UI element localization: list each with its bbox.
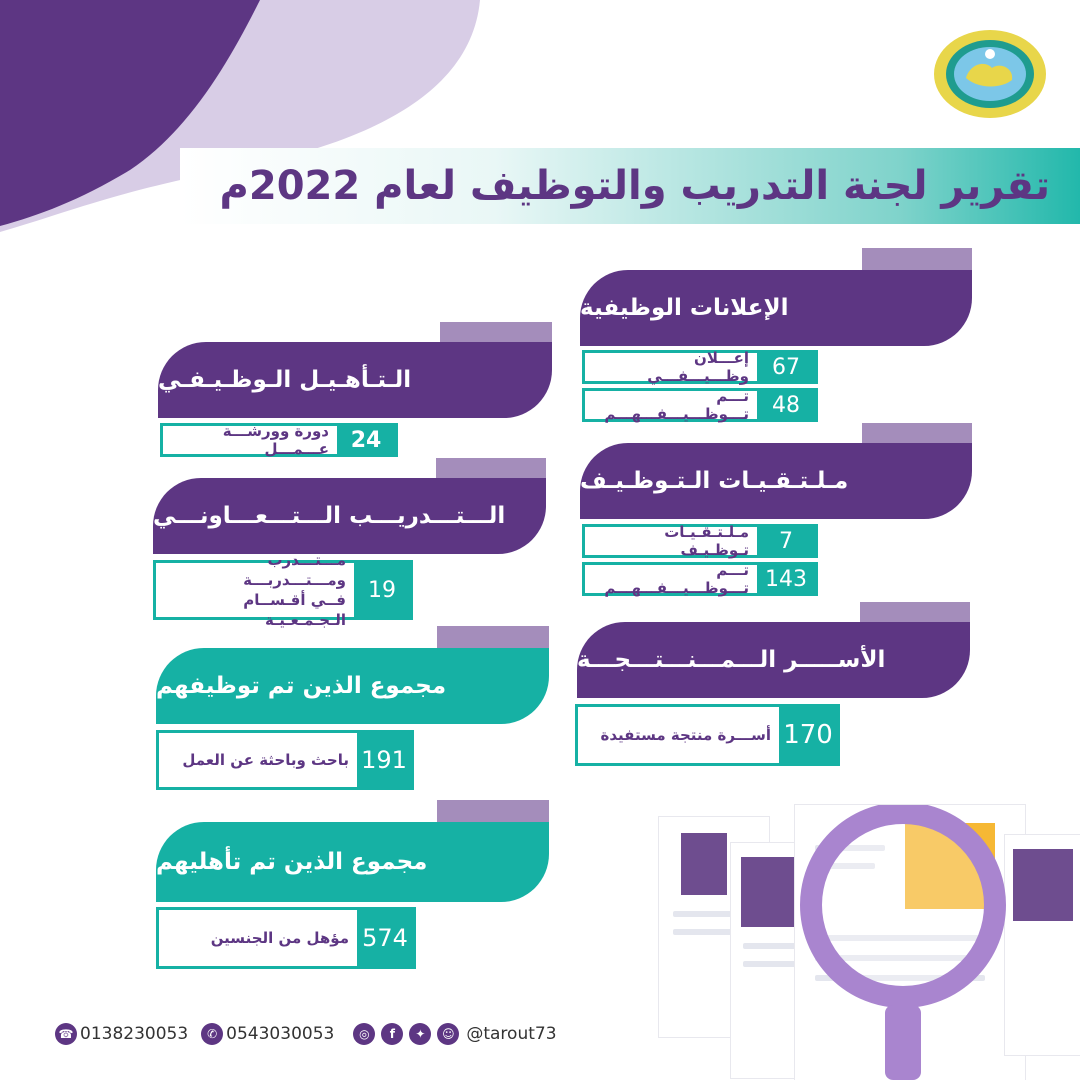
stat-row — [153, 551, 413, 629]
total-employed-header — [156, 648, 549, 724]
stat-row — [575, 704, 840, 766]
productive-families-title: الأســـــر الـــمـــنـــتـــجـــة — [577, 647, 886, 673]
stat-label-line: مـــتـــدرب ومـــتـــدربـــة — [243, 551, 346, 589]
job-forums-title: مـلـتـقـيـات الـتـوظـيـف — [580, 468, 849, 494]
stat-label: إعـــلان وظـــيـــفـــي — [585, 353, 757, 381]
stat-value: 143 — [757, 565, 815, 593]
stat-row — [582, 350, 818, 384]
stat-row — [582, 524, 818, 558]
stat-row — [156, 907, 416, 969]
section-tab — [440, 322, 552, 344]
social-handle[interactable]: @tarout73 — [466, 1024, 557, 1044]
stat-label: دورة وورشـــة عـــمـــل — [163, 426, 337, 454]
whatsapp-icon: ✆ — [201, 1023, 223, 1045]
coop-training-title: الـــتـــدريـــب الـــتـــعـــاونـــي — [153, 503, 506, 529]
stat-value: 170 — [779, 707, 837, 763]
stat-value: 24 — [337, 426, 395, 454]
contact-bar — [52, 1020, 612, 1048]
qualification-title: الـتـأهـيـل الـوظـيـفـي — [158, 367, 412, 393]
twitter-icon[interactable]: ✦ — [409, 1023, 431, 1045]
stat-label — [156, 551, 354, 629]
facebook-icon[interactable]: f — [381, 1023, 403, 1045]
stat-label-line: فــي أقـســام الـجـمـعـيـة — [243, 591, 346, 629]
stat-value: 574 — [357, 910, 413, 966]
stat-row — [160, 423, 398, 457]
stat-value: 19 — [354, 563, 410, 617]
stat-label: تـــم تـــوظـــيـــفـــهـــم — [585, 565, 757, 593]
stat-label: أســـرة منتجة مستفيدة — [578, 707, 779, 763]
total-employed-title: مجموع الذين تم توظيفهم — [156, 673, 447, 699]
phone-number[interactable]: 0138230053 — [80, 1024, 189, 1044]
stat-value: 67 — [757, 353, 815, 381]
job-ads-header — [580, 270, 972, 346]
page-title: تقرير لجنة التدريب والتوظيف لعام 2022م — [219, 163, 1050, 209]
stat-label: مـلـتـقـيـات تـوظـيـف — [585, 527, 757, 555]
stat-label: تـــم تـــوظـــيـــفـــهـــم — [585, 391, 757, 419]
section-tab — [860, 602, 970, 624]
section-tab — [862, 248, 972, 270]
magnifier-icon — [655, 805, 1080, 1080]
job-forums-header — [580, 443, 972, 519]
productive-families-header — [577, 622, 970, 698]
section-tab — [437, 800, 549, 822]
section-tab — [436, 458, 546, 480]
snapchat-icon[interactable]: ☺ — [437, 1023, 459, 1045]
stat-label: باحث وباحثة عن العمل — [159, 733, 357, 787]
instagram-icon[interactable]: ◎ — [353, 1023, 375, 1045]
coop-training-header — [153, 478, 546, 554]
job-ads-title: الإعلانات الوظيفية — [580, 295, 789, 321]
organization-logo — [930, 26, 1050, 122]
section-tab — [862, 423, 972, 445]
whatsapp-number[interactable]: 0543030053 — [226, 1024, 335, 1044]
stat-value: 48 — [757, 391, 815, 419]
total-qualified-title: مجموع الذين تم تأهليهم — [156, 849, 428, 875]
section-tab — [437, 626, 549, 648]
phone-icon: ☎ — [55, 1023, 77, 1045]
stat-value: 191 — [357, 733, 411, 787]
qualification-header — [158, 342, 552, 418]
cv-illustration — [655, 805, 1080, 1080]
stat-value: 7 — [757, 527, 815, 555]
stat-label: مؤهل من الجنسين — [159, 910, 357, 966]
total-qualified-header — [156, 822, 549, 902]
stat-row — [582, 562, 818, 596]
stat-row — [582, 388, 818, 422]
stat-row — [156, 730, 414, 790]
